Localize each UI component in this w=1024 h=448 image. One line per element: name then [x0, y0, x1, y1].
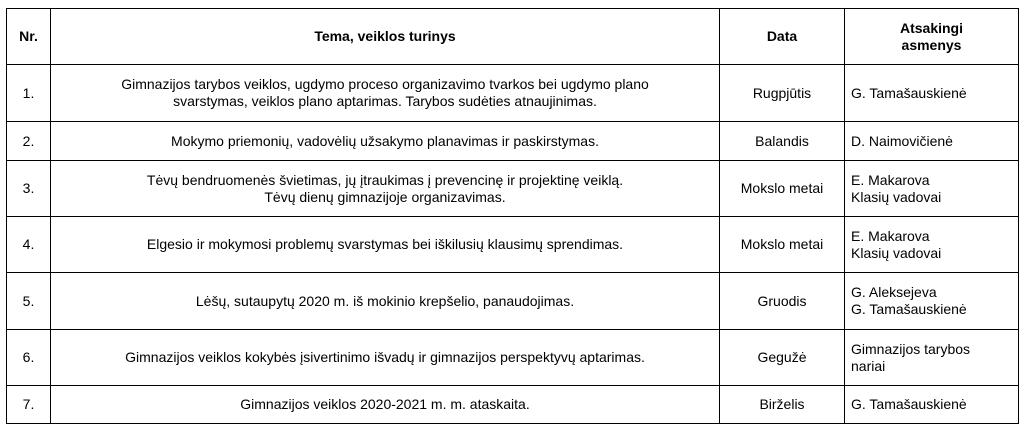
- row-topic: [51, 122, 720, 161]
- header-nr: Nr.: [7, 9, 51, 65]
- responsible-line: G. Tamašauskienė: [851, 396, 967, 412]
- row-number: 3.: [7, 161, 51, 217]
- table-header-row: [7, 9, 1019, 65]
- row-date: Rugpjūtis: [720, 65, 845, 122]
- row-number: 5.: [7, 273, 51, 330]
- row-responsible: [845, 386, 1019, 424]
- header-responsible: [845, 9, 1019, 65]
- row-number: 6.: [7, 330, 51, 386]
- row-responsible: [845, 161, 1019, 217]
- row-date: Birželis: [720, 386, 845, 424]
- responsible-line: nariai: [851, 357, 886, 374]
- responsible-line: Klasių vadovai: [851, 188, 942, 205]
- topic-line: svarstymas, veiklos plano aptarimas. Tarybos sudėties atnaujinimas.: [173, 93, 597, 109]
- topic-line: Gimnazijos veiklos 2020-2021 m. m. ataskaita.: [240, 396, 530, 412]
- row-date: Mokslo metai: [720, 217, 845, 273]
- responsible-line: E. Makarova: [851, 227, 930, 244]
- row-date: Gruodis: [720, 273, 845, 330]
- table-row: [7, 273, 1019, 330]
- row-number: 2.: [7, 122, 51, 161]
- responsible-line: Gimnazijos tarybos: [851, 340, 971, 357]
- responsible-line: D. Naimovičienė: [851, 132, 953, 149]
- table-row: [7, 161, 1019, 217]
- topic-line: Mokymo priemonių, vadovėlių užsakymo planavimas ir paskirstymas.: [171, 132, 599, 149]
- responsible-line: G. Tamašauskienė: [851, 84, 967, 101]
- table-row: [7, 330, 1019, 386]
- topic-line: Gimnazijos veiklos kokybės įsivertinimo išvadų ir gimnazijos perspektyvų aptarimas.: [125, 349, 645, 365]
- table-row: [7, 386, 1019, 424]
- row-date: Mokslo metai: [720, 161, 845, 217]
- table-row: [7, 65, 1019, 122]
- row-responsible: [845, 273, 1019, 330]
- row-responsible: [845, 65, 1019, 122]
- responsible-line: Klasių vadovai: [851, 244, 942, 261]
- row-date: Balandis: [720, 122, 845, 161]
- row-number: 7.: [7, 386, 51, 424]
- topic-line: Tėvų bendruomenės švietimas, jų įtraukimas į prevencinę ir projektinę veiklą.: [146, 171, 624, 188]
- header-topic: Tema, veiklos turinys: [51, 9, 720, 65]
- header-responsible-line: asmenys: [901, 36, 962, 53]
- responsible-line: G. Aleksejeva: [851, 284, 937, 300]
- row-responsible: [845, 330, 1019, 386]
- row-topic: [51, 386, 720, 424]
- row-topic: [51, 65, 720, 122]
- responsible-line: G. Tamašauskienė: [851, 301, 967, 317]
- table-row: [7, 122, 1019, 161]
- topic-line: Elgesio ir mokymosi problemų svarstymas bei iškilusių klausimų sprendimas.: [146, 236, 624, 252]
- activity-plan-table: [6, 8, 1019, 424]
- row-number: 4.: [7, 217, 51, 273]
- topic-line: Gimnazijos tarybos veiklos, ugdymo proceso organizavimo tvarkos bei ugdymo plano: [121, 76, 649, 92]
- topic-line: Tėvų dienų gimnazijoje organizavimas.: [264, 188, 506, 205]
- row-responsible: [845, 217, 1019, 273]
- header-date: Data: [720, 9, 845, 65]
- row-responsible: [845, 122, 1019, 161]
- row-number: 1.: [7, 65, 51, 122]
- row-date: Gegužė: [720, 330, 845, 386]
- row-topic: [51, 217, 720, 273]
- row-topic: [51, 273, 720, 330]
- header-responsible-line: Atsakingi: [899, 19, 963, 36]
- row-topic: [51, 161, 720, 217]
- row-topic: [51, 330, 720, 386]
- table-row: [7, 217, 1019, 273]
- topic-line: Lėšų, sutaupytų 2020 m. iš mokinio krepšelio, panaudojimas.: [195, 292, 575, 309]
- responsible-line: E. Makarova: [851, 171, 930, 188]
